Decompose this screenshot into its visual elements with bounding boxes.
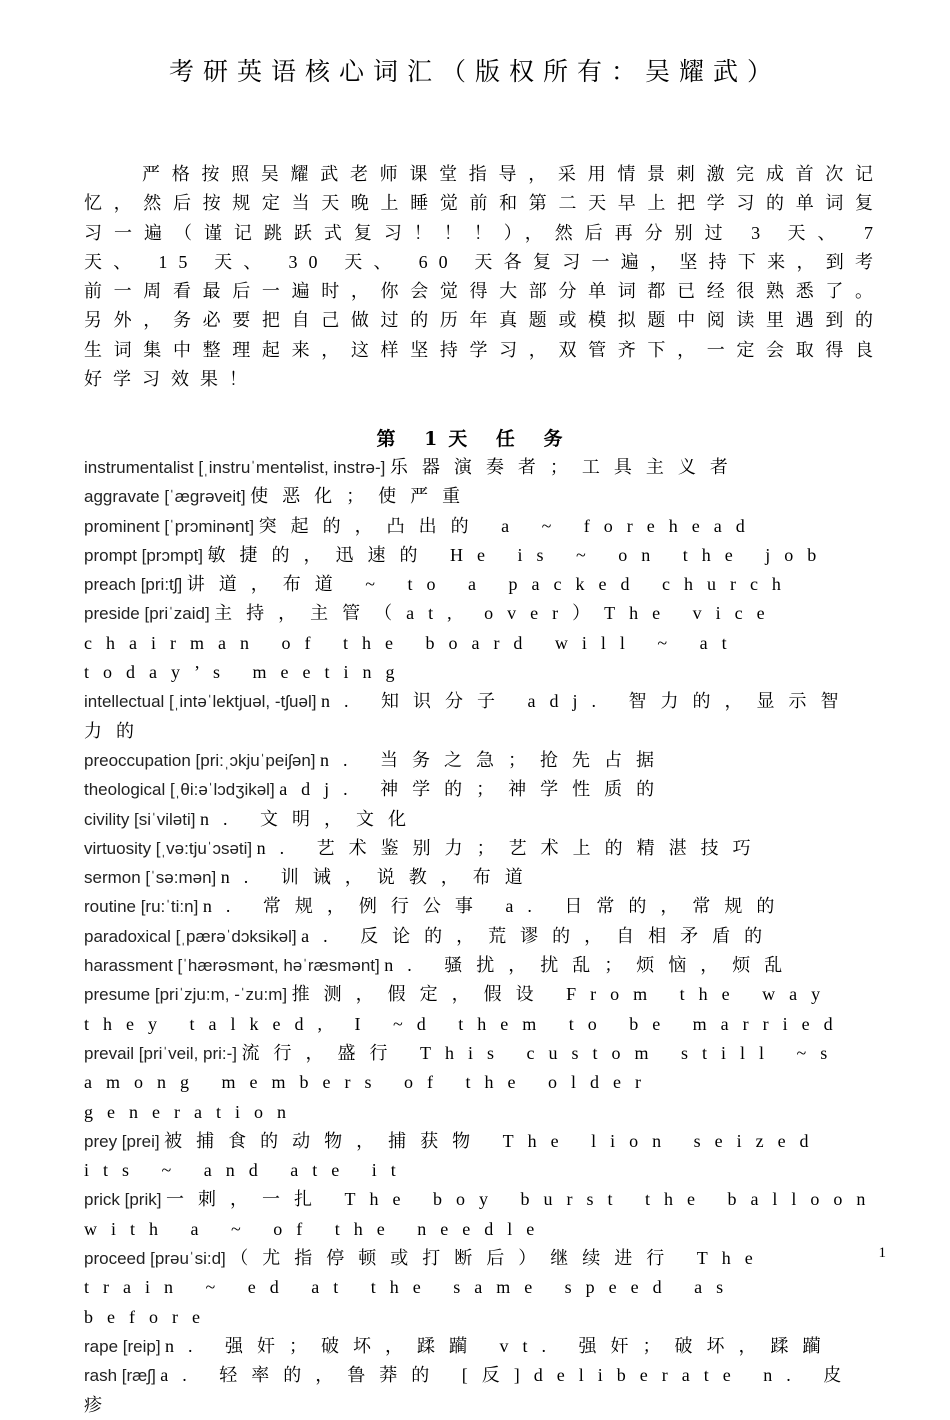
headword: proceed [prəuˈsi:d] bbox=[84, 1249, 226, 1269]
headword: prevail [priˈveil, pri:-] bbox=[84, 1043, 238, 1063]
definition: n. 骚扰，扰乱；烦恼，烦乱 bbox=[384, 955, 797, 976]
vocab-entry bbox=[84, 1039, 884, 1127]
definition: 敏捷的，迅速的 He is ~ on the job bbox=[207, 544, 831, 565]
definition: n. 训诫，说教，布道 bbox=[220, 867, 537, 888]
definition: n. 知识分子 adj. 智力的，显示智力的 bbox=[84, 691, 853, 741]
vocab-entry bbox=[84, 687, 884, 746]
vocab-entry bbox=[84, 512, 884, 541]
vocab-entry bbox=[84, 541, 884, 570]
vocab-entry bbox=[84, 1244, 884, 1332]
headword: prick [prik] bbox=[84, 1190, 162, 1210]
document-title: 考研英语核心词汇（版权所有：吴耀武） bbox=[168, 57, 781, 86]
headword: intellectual [ˌintəˈlektjuəl, -tʃuəl] bbox=[84, 692, 317, 712]
headword: prey [prei] bbox=[84, 1131, 160, 1151]
vocab-entry bbox=[84, 1185, 884, 1244]
vocab-entry bbox=[84, 805, 884, 834]
headword: preach [pri:tʃ] bbox=[84, 575, 183, 595]
headword: aggravate [ˈæɡrəveit] bbox=[84, 487, 246, 507]
headword: preoccupation [pri:ˌɔkjuˈpeiʃən] bbox=[84, 750, 316, 770]
vocab-entry bbox=[84, 453, 884, 482]
definition: n. 文明，文化 bbox=[199, 808, 420, 829]
vocab-entry bbox=[84, 482, 884, 511]
vocab-entry bbox=[84, 980, 884, 1039]
vocabulary-list bbox=[84, 453, 884, 1420]
vocab-entry bbox=[84, 1127, 884, 1186]
definition: 被捕食的动物，捕获物 The lion seized its ~ and ate it bbox=[84, 1130, 823, 1181]
vocab-entry bbox=[84, 951, 884, 980]
definition: 使恶化；使严重 bbox=[250, 486, 475, 507]
headword: sermon [ˈsə:mən] bbox=[84, 868, 217, 888]
intro-paragraph: 严格按照吴耀武老师课堂指导，采用情景刺激完成首次记忆，然后按规定当天晚上睡觉前和第二天早上把学习的单词复习一遍（谨记跳跃式复习！！！），然后再分别过 3 天、 7 天、 15 天、 30 天、 60 天各复习一遍，坚持下来，到考前一周看最后一遍时，你会觉得大部分单词都已经很熟悉了。另外，务必要把自己做过的历年真题或模拟题中阅读里遇到的生词集中整理起来，这样坚持学习，双管齐下，一定会取得良好学习效果！ bbox=[84, 164, 884, 390]
headword: prominent [ˈprɔminənt] bbox=[84, 516, 255, 536]
vocab-entry bbox=[84, 1361, 884, 1420]
definition: （尤指停顿或打断后）继续进行 The train ~ ed at the same speed as before bbox=[84, 1248, 767, 1327]
headword: instrumentalist [ˌinstruˈmentəlist, instrə-] bbox=[84, 458, 386, 477]
headword: rash [ræʃ] bbox=[84, 1366, 156, 1386]
definition: 乐器演奏者；工具主义者 bbox=[389, 457, 742, 477]
vocab-entry bbox=[84, 599, 884, 687]
headword: presume [priˈzju:m, -ˈzu:m] bbox=[84, 985, 288, 1005]
vocab-entry bbox=[84, 863, 884, 892]
definition: 流行，盛行 This custom still ~s among members of the older generation bbox=[84, 1042, 842, 1122]
definition: n. 当务之急；抢先占据 bbox=[320, 749, 669, 770]
definition: n. 艺术鉴别力；艺术上的精湛技巧 bbox=[256, 837, 765, 858]
definition: 讲道，布道 ~ to a packed church bbox=[186, 574, 795, 595]
vocab-entry bbox=[84, 892, 884, 921]
headword: prompt [prɔmpt] bbox=[84, 545, 204, 565]
vocab-entry bbox=[84, 1332, 884, 1361]
definition: 推测，假定，假设 From the way they talked, I ~d them to be married bbox=[84, 984, 847, 1034]
page-number: 1 bbox=[878, 1245, 886, 1261]
vocab-entry bbox=[84, 834, 884, 863]
definition: a. 轻率的，鲁莽的 [反]deliberate n. 皮疹 bbox=[84, 1365, 856, 1415]
definition: adj. 神学的；神学性质的 bbox=[279, 779, 669, 800]
definition: a. 反论的，荒谬的，自相矛盾的 bbox=[301, 925, 777, 946]
headword: paradoxical [ˌpærəˈdɔksikəl] bbox=[84, 926, 297, 946]
headword: routine [ru:ˈti:n] bbox=[84, 897, 199, 917]
vocab-entry bbox=[84, 775, 884, 804]
day-heading: 第 1天 任 务 bbox=[376, 428, 574, 450]
definition: n. 强奸；破坏，蹂躏 vt. 强奸；破坏，蹂躏 bbox=[165, 1335, 835, 1356]
vocab-entry bbox=[84, 570, 884, 599]
headword: theological [ˌθi:əˈlɔdʒikəl] bbox=[84, 780, 275, 800]
headword: virtuosity [ˌvə:tjuˈɔsəti] bbox=[84, 838, 253, 858]
vocab-entry bbox=[84, 746, 884, 775]
headword: harassment [ˈhærəsmənt, həˈræsmənt] bbox=[84, 956, 380, 976]
headword: civility [siˈviləti] bbox=[84, 809, 196, 829]
definition: 一刺，一扎 The boy burst the balloon with a ~ of the needle bbox=[84, 1189, 880, 1239]
definition: n. 常规，例行公事 a. 日常的，常规的 bbox=[202, 896, 789, 917]
headword: preside [priˈzaid] bbox=[84, 604, 210, 624]
definition: 主持，主管（at, over）The vice chairman of the board will ~ at today’s meeting bbox=[84, 603, 779, 683]
headword: rape [reip] bbox=[84, 1336, 161, 1356]
definition: 突起的，凸出的 a ~ forehead bbox=[258, 515, 759, 536]
vocab-entry bbox=[84, 922, 884, 951]
